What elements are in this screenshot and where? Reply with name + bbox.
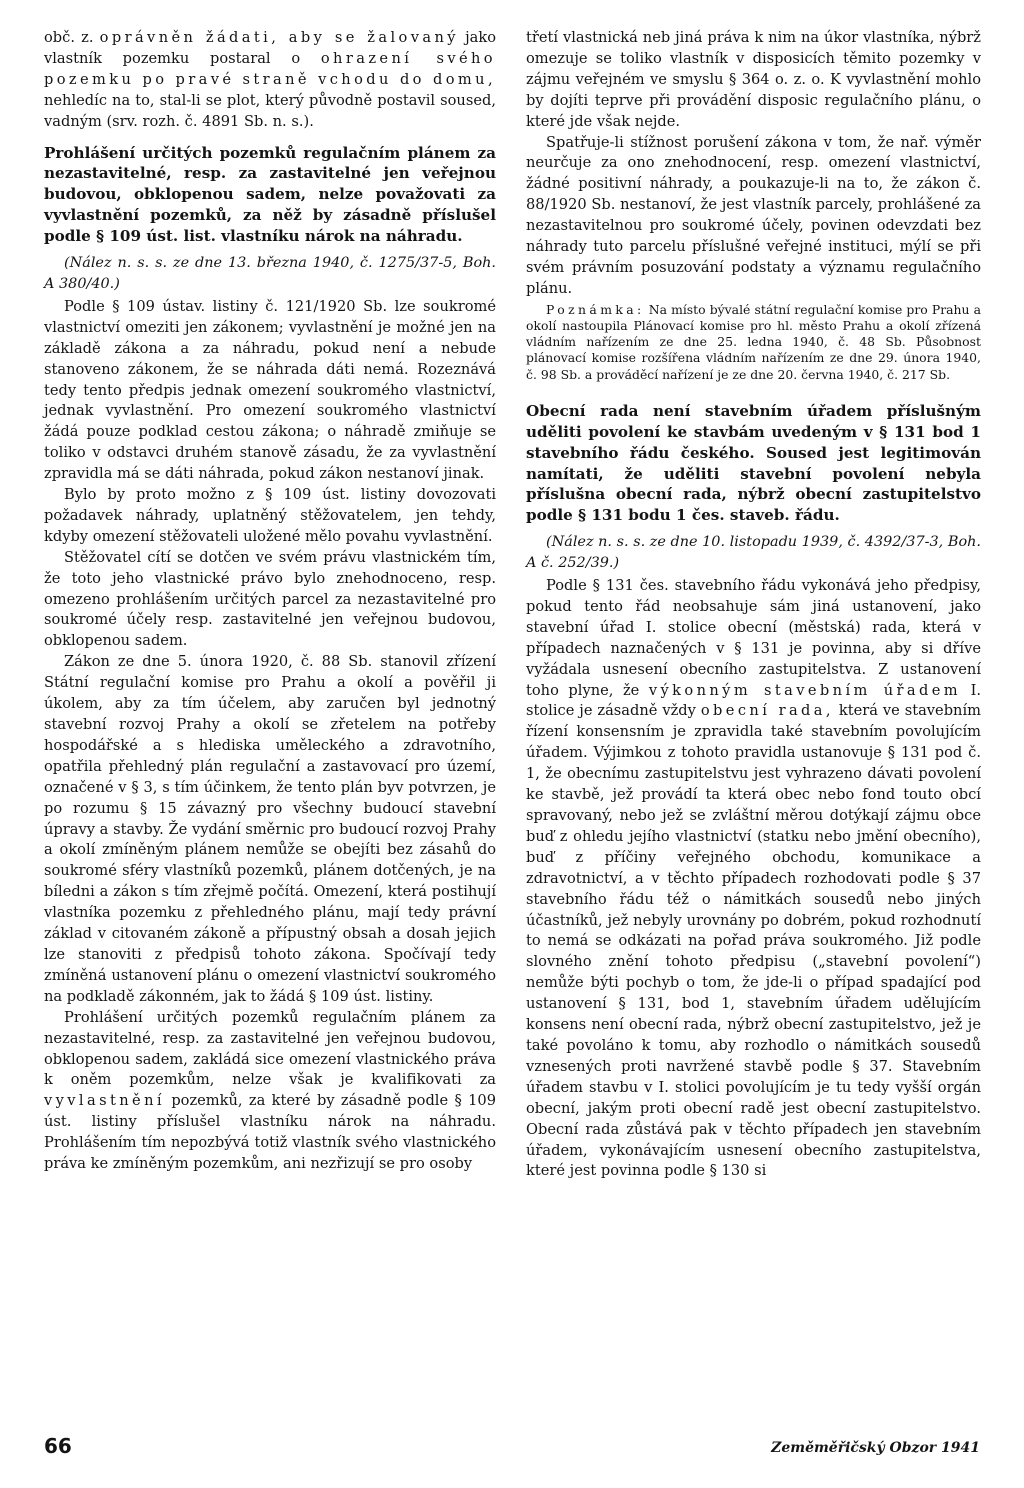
paragraph: Podle § 109 ústav. listiny č. 121/1920 Sb. lze soukromé vlastnictví omeziti jen zákonem; vyvlastnění je možné jen na základě zákona a za náhradu, pokud není a nebude stanoveno zákonem, že se náhrada dáti nemá. Rozeznává tedy tento předpis jednak omezení soukromého vlastnictví, jednak vyvlastnění. Pro omezení soukromého vlastnictví žádá pouze podklad cestou zákona; o náhradě zmiňuje se toliko v odstavci druhém stanově zásadu, že za vyvlastnění zpravidla má se dáti náhrada, pokud zákon nestanoví jinak. [44,297,496,483]
case-citation: (Nález n. s. s. ze dne 13. března 1940, č. 1275/37-5, Boh. A 380/40.) [44,255,496,292]
paragraph: třetí vlastnická neb jiná práva k nim na úkor vlastníka, nýbrž omezuje se toliko vlastník v disposicích těmito pozemky v zájmu veřejném ve smyslu § 364 o. z. o. K vyvlastnění mohlo by dojíti teprve při provádění disposic regulačního plánu, o které jde však nejde. [526,29,981,130]
paragraph: Bylo by proto možno z § 109 úst. listiny dovozovati požadavek náhrady, uplatněný stěžovatelem, jen tehdy, kdyby omezení stěžovateli uložené mělo povahu vyvlastnění. [44,486,496,545]
section-heading: Prohlášení určitých pozemků regulačním plánem za nezastavitelné, resp. za zastavitelné jen veřejnou budovou, obklopenou sadem, nelze považovati za vyvlastnění pozemků, za něž by zásadně příslušel podle § 109 úst. list. vlastníku nárok na náhradu. [44,143,496,246]
paragraph: Stěžovatel cítí se dotčen ve svém právu vlastnickém tím, že toto jeho vlastnické právo bylo znehodnoceno, resp. omezeno prohlášením určitých parcel za nezastavitelné pro soukromé účely resp. zastavitelné jen veřejnou budovou, obklopenou sadem. [44,548,496,650]
editorial-note: Poznámka: Na místo bývalé státní regulační komise pro Prahu a okolí nastoupila Plánovací komise pro hl. město Prahu a okolí zřízená vládním nařízením ze dne 25. ledna 1940, č. 48 Sb. Působnost plánovací komise rozšířena vládním nařízením ze dne 29. února 1940, č. 98 Sb. a prováděcí nařízení je ze dne 20. června 1940, č. 217 Sb. [526,301,981,382]
page-number: 66 [44,1434,72,1458]
paragraph: Podle § 131 čes. stavebního řádu vykonává jeho předpisy, pokud tento řád neobsahuje sám jiná ustanovení, jako stavební úřad I. stolice obecní (městská) rada, která v případech naznačených v § 131 je povinna, aby si dříve vyžádala usnesení obecního zastupitelstva. Z ustanovení toho plyne, že výkonným stavebním úřadem I. stolice je zásadně vždy obecní rada, která ve stavebním řízení konsensním je zpravidla také stavebním povolujícím úřadem. Výjimkou z tohoto pravidla ustanovuje § 131 pod č. 1, že obecnímu zastupitelstvu jest vyhrazeno dávati povolení ke stavbě, jež provádí ta která obec nebo fond touto obcí spravovaný, nebo jež se zvláštní měrou dotýkají zájmu obce buď z ohledu jejího vlastnictví (statku nebo jmění obecního), buď z příčiny veřejného obchodu, komunikace a zdravotnictví, a v těchto případech rozhodovati podle § 37 stavebního řádu též o námitkách sousedů nebo jiných účastníků, jež nebyly urovnány po dobrém, pokud rozhodnutí to nemá se odkázati na pořad práva soukromého. Již podle slovného znění tohoto předpisu („stavební povolení“) nemůže býti pochyb o tom, že jde-li o případ spadající pod ustanovení § 131, bod 1, stavebním úřadem udělujícím konsens není obecní rada, nýbrž obecní zastupitelstvo, jež je také povoláno k tomu, aby rozhodlo o námitkách sousedů vznesených proti navržené stavbě podle § 37. Stavebním úřadem stavbu v I. stolici povolujícím je tu tedy vyšší orgán obecní, jakým proti obecní radě jest obecní zastupitelstvo. Obecní rada zůstává pak v těchto případech jen stavebním úřadem, vykonávajícím usnesení obecního zastupitelstva, které jest povinna podle § 130 si [526,577,981,1180]
right-column [526,28,981,1182]
paragraph: obč. z. oprávněn žádati, aby se žalovaný jako vlastník pozemku postaral o ohrazení svého pozemku po pravé straně vchodu do domu, nehledíc na to, stal-li se plot, který původně postavil soused, vadným (srv. rozh. č. 4891 Sb. n. s.). [44,29,496,130]
spaced-text: vyvlastnění [44,1092,165,1110]
spaced-text: oprávněn žádati, aby se žalovaný [99,29,459,46]
spaced-text: ohrazení svého pozemku po pravé straně vchodu do domu, [44,49,496,88]
paragraph: Prohlášení určitých pozemků regulačním plánem za nezastavitelné, resp. za zastavitelné jen veřejnou budovou, obklopenou sadem, zakládá sice omezení vlastnického práva k oněm pozemkům, nelze však je kvalifikovati za vyvlastnění pozemků, za které by zásadně podle § 109 úst. listiny příslušel vlastníku nárok na náhradu. Prohlášením tím nepozbývá totiž vlastník svého vlastnického práva ke zmíněným pozemkům, ani nezřizují se pro osoby [44,1008,496,1173]
note-label: Poznámka: [546,301,645,317]
section-heading: Obecní rada není stavebním úřadem příslušným uděliti povolení ke stavbám uvedeným v § 131 bod 1 stavebního řádu českého. Soused jest legitimován namítati, že uděliti stavební povolení nebyla příslušna obecní rada, nýbrž obecní zastupitelstvo podle § 131 bodu 1 čes. staveb. řádu. [526,401,981,525]
left-column [44,28,496,1175]
spaced-text: obecní rada, [700,702,834,720]
spaced-text: výkonným stavebním úřadem [648,681,962,699]
case-citation: (Nález n. s. s. ze dne 10. listopadu 1939, č. 4392/37-3, Boh. A č. 252/39.) [526,534,981,572]
journal-title: Zeměměřičský Obzor 1941 [771,1440,980,1456]
paragraph: Zákon ze dne 5. února 1920, č. 88 Sb. stanovil zřízení Státní regulační komise pro Prahu a okolí a pověřil ji úkolem, aby za tím účelem, aby zaručen byl jednotný stavební rozvoj Prahy a okolí se zřetelem na potřeby hospodářské a s hlediska uměleckého a zdravotního, opatřila přehledný plán regulační a zastavovací pro území, označené v § 3, s tím účinkem, že tento plán byv potvrzen, je po rozumu § 15 závazný pro všechny budoucí stavební úpravy a stavby. Že vydání směrnic pro budoucí rozvoj Prahy a okolí zmíněným plánem nemůže se obejíti bez zásahů do soukromé sféry vlastníků pozemků, plánem dotčených, je na bíledni a zákon s tím zřejmě počítá. Omezení, která postihují vlastníka pozemku z přehledného plánu, mají tedy právní základ v citovaném zákoně a přípustný obsah a dosah jejich lze stanoviti z předpisů tohoto zákona. Spočívají tedy zmíněná ustanovení plánu o omezení vlastnictví soukromého na podkladě zákonném, jak to žádá § 109 úst. listiny. [44,653,496,1005]
paragraph: Spatřuje-li stížnost porušení zákona v tom, že nař. výměr neurčuje za ono znehodnocení, resp. omezení vlastnictví, žádné positivní náhrady, a poukazuje-li na to, že zákon č. 88/1920 Sb. nestanoví, že jest vlastník parcely, prohlášené za nezastavitelnou pro soukromé účely, povinen odevzdati bez náhrady tuto parcelu příslušné veřejné instituci, mýlí se při svém právním posuzování podstaty a významu regulačního plánu. [526,133,981,297]
